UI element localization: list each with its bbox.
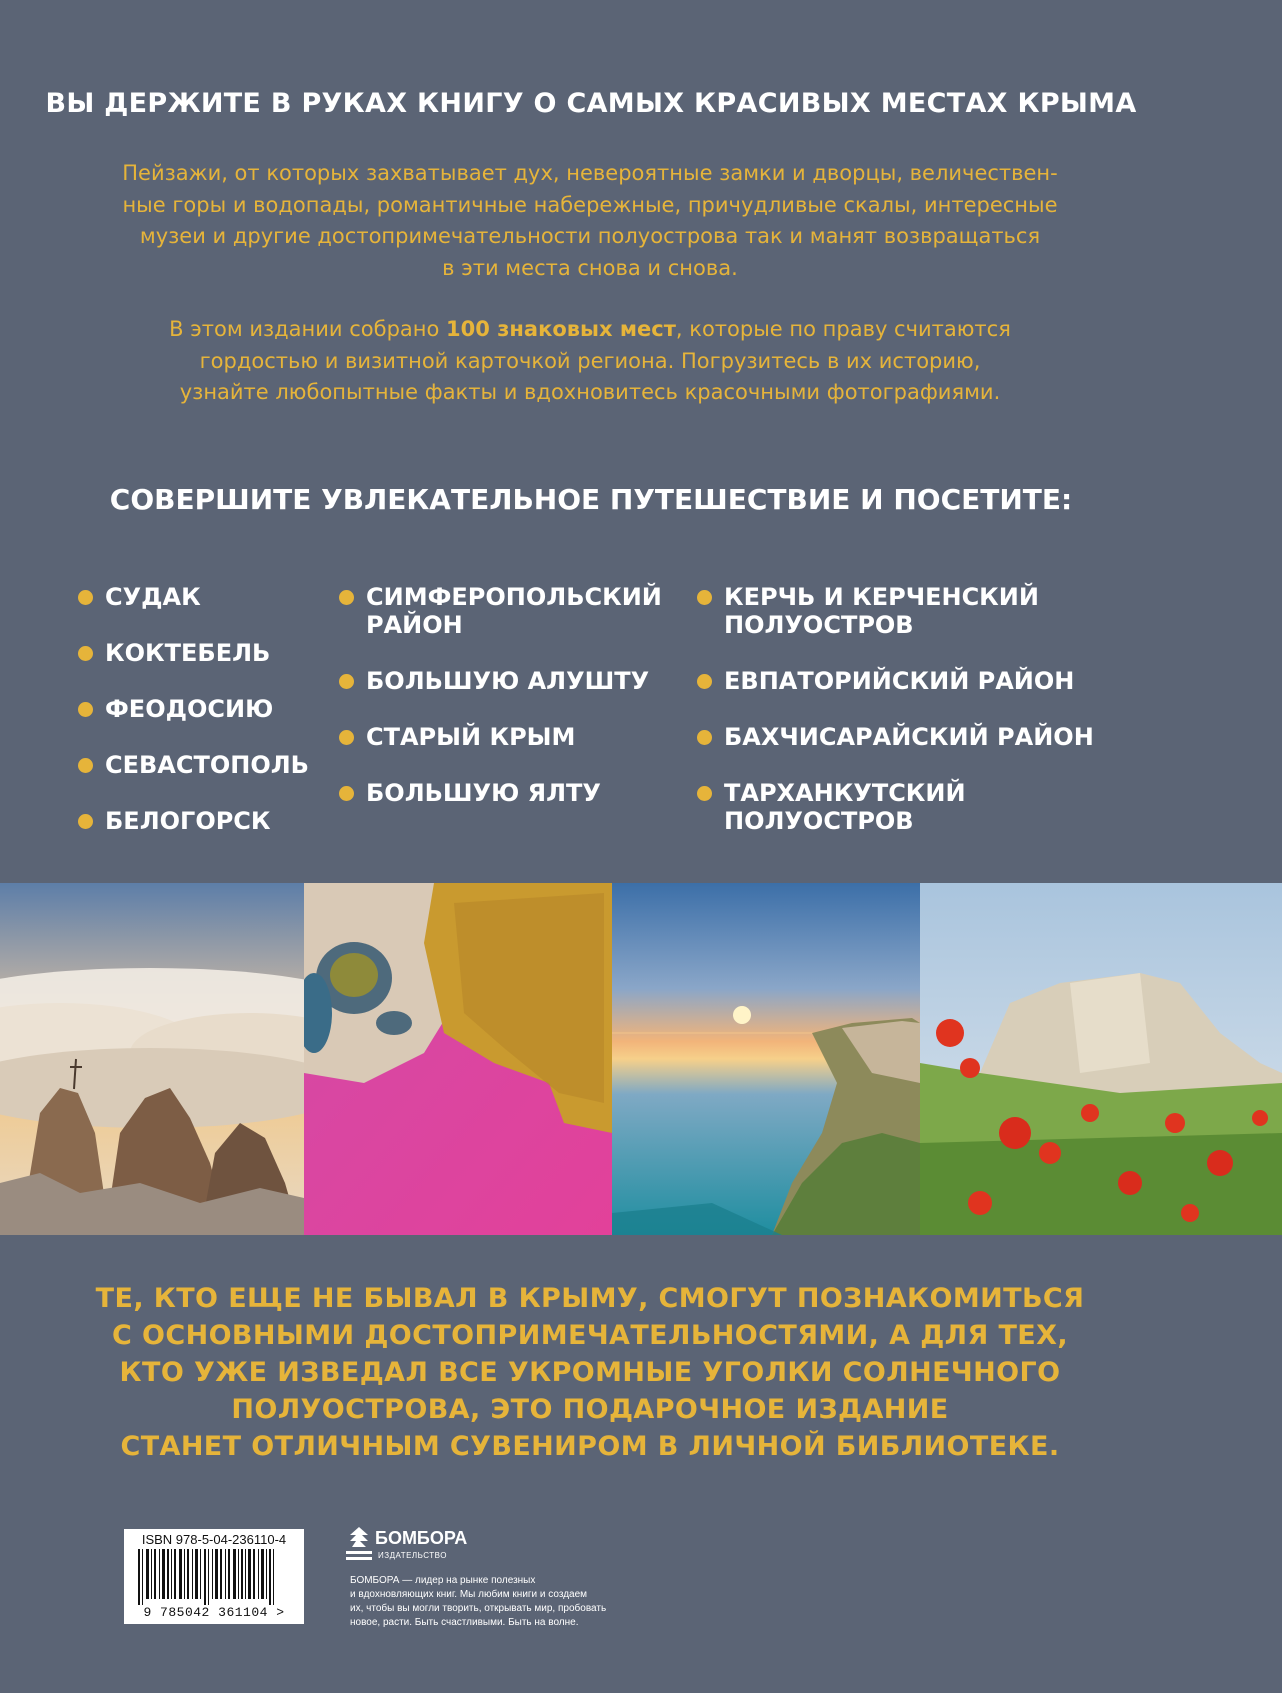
closing-line: ПОЛУОСТРОВА, ЭТО ПОДАРОЧНОЕ ИЗДАНИЕ: [231, 1394, 949, 1425]
place-item: БАХЧИСАРАЙСКИЙ РАЙОН: [697, 723, 1094, 751]
bullet-icon: [697, 786, 712, 801]
closing-line: ТЕ, КТО ЕЩЕ НЕ БЫВАЛ В КРЫМУ, СМОГУТ ПОЗНАКОМИТЬСЯ: [95, 1283, 1085, 1314]
closing-line: СТАНЕТ ОТЛИЧНЫМ СУВЕНИРОМ В ЛИЧНОЙ БИБЛИОТЕКЕ.: [120, 1431, 1060, 1462]
place-item: СТАРЫЙ КРЫМ: [339, 723, 662, 751]
bullet-icon: [78, 758, 93, 773]
bullet-icon: [697, 730, 712, 745]
publisher-logo-icon: [346, 1527, 372, 1561]
intro-line: ные горы и водопады, романтичные набережные, причудливые скалы, интересные: [122, 192, 1058, 217]
barcode-icon: [134, 1549, 294, 1605]
intro2-line: узнайте любопытные факты и вдохновитесь красочными фотографиями.: [179, 380, 1001, 404]
places-column-2: [339, 583, 662, 807]
isbn-number: ISBN 978-5-04-236110-4: [141, 1532, 287, 1547]
bullet-icon: [78, 590, 93, 605]
place-item: СЕВАСТОПОЛЬ: [78, 751, 309, 779]
intro2-line: В этом издании собрано 100 знаковых мест, которые по праву считаются: [169, 317, 1011, 341]
photo-strip: [0, 883, 1282, 1235]
bullet-icon: [339, 590, 354, 605]
publisher-name: БОМБОРА: [375, 1528, 468, 1548]
place-item: ЕВПАТОРИЙСКИЙ РАЙОН: [697, 667, 1094, 695]
places-column-1: [78, 583, 309, 835]
place-item: СУДАК: [78, 583, 309, 611]
bullet-icon: [78, 702, 93, 717]
intro2-line: гордостью и визитной карточкой региона. Погрузитесь в их историю,: [199, 348, 981, 373]
closing-paragraph: [90, 1280, 1090, 1465]
closing-line: КТО УЖЕ ИЗВЕДАЛ ВСЕ УКРОМНЫЕ УГОЛКИ СОЛНЕЧНОГО: [119, 1357, 1061, 1388]
publisher-desc-line: их, чтобы вы могли творить, открывать мир, пробовать: [350, 1603, 607, 1614]
isbn-barcode: [124, 1529, 304, 1624]
highlight-count: 100 знаковых мест: [446, 317, 676, 341]
place-item: КОКТЕБЕЛЬ: [78, 639, 309, 667]
intro-line: Пейзажи, от которых захватывает дух, невероятные замки и дворцы, величествен-: [122, 161, 1058, 185]
place-item: СИМФЕРОПОЛЬСКИЙ РАЙОН: [339, 583, 662, 639]
bullet-icon: [78, 646, 93, 661]
publisher-description: [350, 1574, 650, 1630]
places-heading: СОВЕРШИТЕ УВЛЕКАТЕЛЬНОЕ ПУТЕШЕСТВИЕ И ПОСЕТИТЕ:: [109, 483, 1073, 516]
ean-digits: 9 785042 361104 >: [143, 1605, 285, 1620]
photo-cliff-poppies: [920, 883, 1282, 1235]
closing-line: С ОСНОВНЫМИ ДОСТОПРИМЕЧАТЕЛЬНОСТЯМИ, А ДЛЯ ТЕХ,: [112, 1320, 1068, 1351]
bullet-icon: [697, 674, 712, 689]
place-item: ФЕОДОСИЮ: [78, 695, 309, 723]
bullet-icon: [339, 786, 354, 801]
bullet-icon: [339, 674, 354, 689]
intro-line: музеи и другие достопримечательности полуострова так и манят возвращаться: [139, 224, 1041, 248]
place-item: БОЛЬШУЮ ЯЛТУ: [339, 779, 662, 807]
publisher-desc-line: новое, расти. Быть счастливыми. Быть на волне.: [350, 1617, 579, 1628]
photo-mountain-rocks: [0, 883, 304, 1235]
publisher-subtitle: ИЗДАТЕЛЬСТВО: [378, 1551, 447, 1560]
bullet-icon: [339, 730, 354, 745]
photo-pink-lake: [304, 883, 612, 1235]
places-column-3: [697, 583, 1094, 835]
bullet-icon: [78, 814, 93, 829]
publisher-desc-line: БОМБОРА — лидер на рынке полезных: [350, 1575, 536, 1586]
place-item: БОЛЬШУЮ АЛУШТУ: [339, 667, 662, 695]
place-item: ТАРХАНКУТСКИЙ ПОЛУОСТРОВ: [697, 779, 1094, 835]
place-item: БЕЛОГОРСК: [78, 807, 309, 835]
intro-paragraph: [90, 158, 1090, 284]
photo-sunset-coast: [612, 883, 920, 1235]
intro-paragraph-2: [90, 314, 1090, 409]
publisher-desc-line: и вдохновляющих книг. Мы любим книги и создаем: [350, 1589, 588, 1600]
bullet-icon: [697, 590, 712, 605]
main-heading: ВЫ ДЕРЖИТЕ В РУКАХ КНИГУ О САМЫХ КРАСИВЫХ МЕСТАХ КРЫМА: [45, 88, 1137, 119]
place-item: КЕРЧЬ И КЕРЧЕНСКИЙ ПОЛУОСТРОВ: [697, 583, 1094, 639]
intro-line: в эти места снова и снова.: [442, 255, 738, 280]
